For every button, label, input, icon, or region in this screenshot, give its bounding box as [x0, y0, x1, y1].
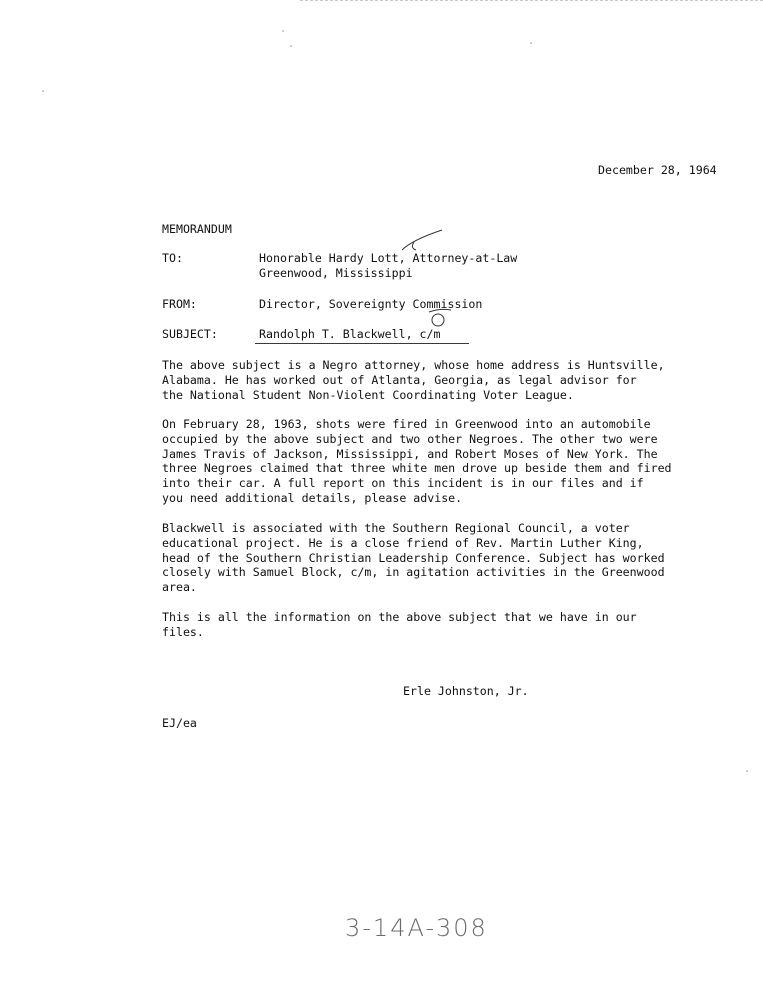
paragraph-line: head of the Southern Christian Leadership Conference. Subject has worked — [162, 550, 665, 565]
paragraph-line: This is all the information on the above subject that we have in our — [162, 610, 637, 624]
subject-value: Randolph T. Blackwell, c/m — [259, 327, 441, 341]
paragraph-line: into their car. A full report on this incident is in our files and if — [162, 476, 644, 491]
subject-label: SUBJECT: — [162, 327, 218, 341]
paragraph-line: Blackwell is associated with the Southern Regional Council, a voter — [162, 521, 630, 535]
scan-speck — [290, 45, 292, 47]
paragraph-line: three Negroes claimed that three white men drove up beside them and fired — [162, 461, 672, 476]
scan-speck — [282, 30, 284, 32]
paragraph-line: occupied by the above subject and two other Negroes. The other two were — [162, 431, 658, 446]
paragraph-1 — [162, 358, 722, 402]
typist-initials: EJ/ea — [162, 716, 197, 730]
paragraph-line: area. — [162, 580, 197, 595]
paragraph-line: you need additional details, please advise. — [162, 490, 463, 505]
memo-date: December 28, 1964 — [598, 163, 717, 177]
from-value: Director, Sovereignty Commission — [259, 297, 483, 311]
paragraph-line: Alabama. He has worked out of Atlanta, Georgia, as legal advisor for — [162, 372, 637, 387]
paragraph-line: James Travis of Jackson, Mississippi, and Robert Moses of New York. The — [162, 446, 658, 461]
to-recipient: Honorable Hardy Lott, Attorney-at-Law — [259, 251, 518, 265]
paragraph-2 — [162, 417, 722, 506]
scan-speck — [746, 770, 748, 772]
paragraph-line: files. — [162, 624, 204, 639]
handwritten-check-icon — [398, 228, 448, 258]
handwritten-file-number: 3-14A-308 — [345, 914, 488, 942]
paragraph-line: educational project. He is a close friend of Rev. Martin Luther King, — [162, 535, 644, 550]
subject-underline — [255, 343, 469, 346]
paragraph-line: On February 28, 1963, shots were fired in Greenwood into an automobile — [162, 417, 651, 431]
memo-heading: MEMORANDUM — [162, 222, 232, 236]
scan-speck — [42, 90, 44, 92]
from-label: FROM: — [162, 297, 197, 311]
to-location: Greenwood, Mississippi — [259, 266, 413, 280]
scan-edge-dots — [300, 0, 763, 3]
scan-speck — [530, 42, 532, 44]
paragraph-line: the National Student Non-Violent Coordinating Voter League. — [162, 387, 574, 402]
to-label: TO: — [162, 251, 183, 265]
paragraph-line: closely with Samuel Block, c/m, in agitation activities in the Greenwood — [162, 565, 665, 580]
paragraph-3 — [162, 521, 722, 595]
paragraph-4 — [162, 610, 722, 640]
signature: Erle Johnston, Jr. — [403, 684, 529, 698]
paragraph-line: The above subject is a Negro attorney, whose home address is Huntsville, — [162, 358, 665, 372]
handwritten-circle-icon — [425, 306, 455, 334]
